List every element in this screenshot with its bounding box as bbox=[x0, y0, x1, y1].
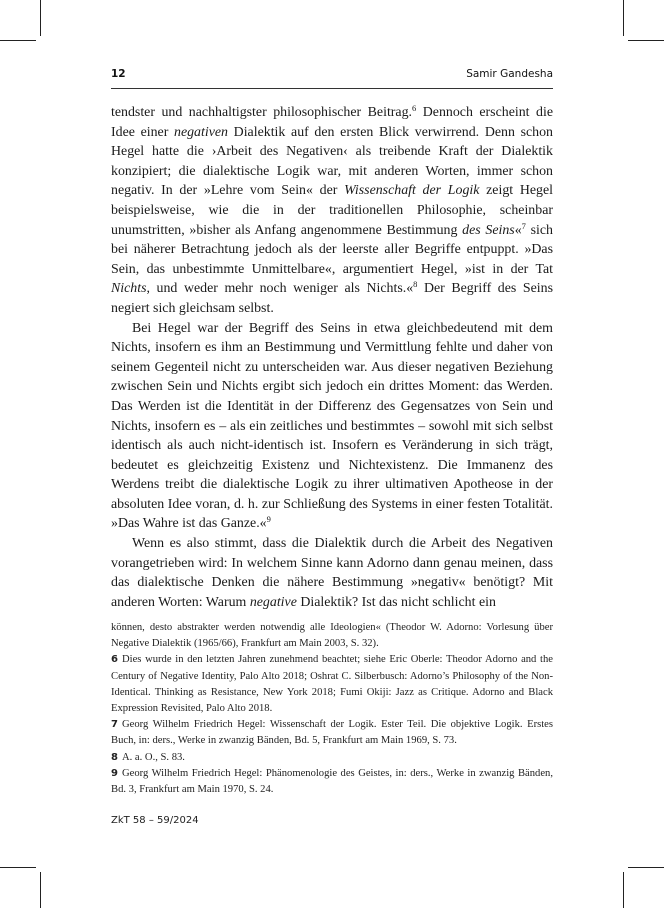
running-header bbox=[111, 66, 553, 84]
footnote-6 bbox=[111, 652, 553, 717]
text-run: Dennoch erscheint die Idee einer bbox=[111, 105, 553, 140]
text-run: Wenn es also stimmt, dass die Dialektik durch die Arbeit des Negativen vorangetrieben wird: In welchem Sinne kann Adorno dann genau meinen, dass das dialektische Denken die nähere Bestimmung »negativ« benötigt? Mit anderen Worten: Warum bbox=[111, 536, 553, 610]
footnote-ref-7: 7 bbox=[521, 220, 526, 231]
footnote-number: 7 bbox=[111, 719, 118, 731]
footnote-number: 9 bbox=[111, 767, 118, 779]
emphasis: Nichts bbox=[111, 281, 147, 297]
text-run: Dialektik? Ist das nicht schlicht ein bbox=[296, 594, 496, 610]
crop-mark bbox=[40, 0, 41, 36]
text-run: Bei Hegel war der Begriff des Seins in etwa gleichbedeutend mit dem Nichts, insofern es ihm an Bestimmung und Vermittlung fehlte und daher von seinem Gegenteil nicht zu unterscheiden war. Aus dieser negativen Beziehung zwischen Sein und Nichts ergibt sich jedoch ein drittes Moment: das Werden. Das Werden ist die Identität in der Differenz des Gegensatzes von Sein und Nichts, insofern es – als ein zeitliches und bestimmtes – sowohl mit sich selbst identisch als auch nicht-identisch ist. Insofern es Veränderung in sich trägt, bedeutet es gleichzeitig Existenz und Nichtexistenz. Die Immanenz des Werdens treibt die dialektische Logik zu ihrer ultimativen Apotheose in der absoluten Idee voran, d. h. zur Schließung des Systems in einer festen Totalität. »Das Wahre ist das Ganze.« bbox=[111, 320, 553, 532]
footnote-number: 6 bbox=[111, 654, 118, 666]
crop-mark bbox=[628, 40, 664, 41]
footnote-text: Dies wurde in den letzten Jahren zunehmend beachtet; siehe Eric Oberle: Theodor Adorno and the Century of Negative Identity, Palo Alto 2018; Oshrat C. Silberbusch: Adorno’s Philosophy of the Non-Identical. Thinking as Resistance, New York 2018; Fumi Okiji: Jazz as Critique. Adorno and Black Expression Revisited, Palo Alto 2018. bbox=[111, 654, 553, 715]
text-run: « bbox=[514, 222, 522, 238]
text-run: sich bei näherer Betrachtung jedoch als der leerste aller Begriffe entpuppt. »Das Sein, das unbestimmte Unmittelbare«, argumentiert Hegel, »ist in der Tat bbox=[111, 222, 553, 277]
footnotes bbox=[111, 620, 553, 798]
header-rule bbox=[111, 88, 553, 89]
text-run: tendster und nachhaltigster philosophischer Beitrag. bbox=[111, 105, 413, 120]
footnote-number: 8 bbox=[111, 751, 118, 763]
page-number: 12 bbox=[111, 68, 126, 80]
crop-mark bbox=[623, 0, 624, 36]
emphasis: des Seins bbox=[462, 222, 515, 238]
footnote-8 bbox=[111, 750, 553, 766]
main-text bbox=[111, 103, 553, 612]
paragraph-1 bbox=[111, 103, 553, 319]
crop-mark bbox=[623, 872, 624, 908]
footnote-text: A. a. O., S. 83. bbox=[121, 751, 185, 763]
paragraph-3 bbox=[111, 534, 553, 612]
footnote-text: Georg Wilhelm Friedrich Hegel: Phänomenologie des Geistes, in: ders., Werke in zwanzig Bänden, Bd. 3, Frankfurt am Main 1970, S. 24. bbox=[111, 767, 553, 796]
journal-footer: ZkT 58 – 59/2024 bbox=[111, 815, 199, 826]
book-title: Wissenschaft der Logik bbox=[344, 183, 480, 199]
footnote-ref-9: 9 bbox=[266, 514, 271, 525]
emphasis: negative bbox=[249, 594, 297, 610]
footnote-text: Georg Wilhelm Friedrich Hegel: Wissenschaft der Logik. Ester Teil. Die objektive Logik. Erstes Buch, in: ders., Werke in zwanzig Bänden, Bd. 5, Frankfurt am Main 1969, S. 73. bbox=[111, 719, 553, 747]
footnote-ref-8: 8 bbox=[413, 279, 418, 290]
text-run: , und weder mehr noch weniger als Nichts.« bbox=[146, 281, 414, 297]
emphasis: negativen bbox=[174, 124, 228, 140]
crop-mark bbox=[40, 872, 41, 908]
crop-mark bbox=[0, 867, 36, 868]
footnote-ref-6: 6 bbox=[412, 103, 417, 113]
text-run: Dialektik auf den ersten Blick verwirrend. Denn schon Hegel hatte die ›Arbeit des Negativen‹ als treibende Kraft der Dialektik konzipiert; die dialektische Logik war, mit anderen Worten, immer schon negativ. In der »Lehre vom Sein« der bbox=[111, 124, 553, 199]
crop-mark bbox=[628, 867, 664, 868]
footnote-continuation: können, desto abstrakter werden notwendig alle Ideologien« (Theodor W. Adorno: Vorlesung über Negative Dialektik (1965/66), Frankfurt am Main 2003, S. 32). bbox=[111, 622, 553, 650]
crop-mark bbox=[0, 40, 36, 41]
running-head-author: Samir Gandesha bbox=[466, 68, 553, 80]
text-run: zeigt Hegel beispielsweise, wie die in der traditionellen Philosophie, scheinbar unumstritten, »bisher als Anfang angenommene Bestimmung bbox=[111, 183, 553, 238]
footnote-7 bbox=[111, 717, 553, 749]
footnote-9 bbox=[111, 766, 553, 798]
paragraph-2 bbox=[111, 319, 553, 535]
text-run: Der Begriff des Seins negiert sich gleichsam selbst. bbox=[111, 281, 553, 316]
